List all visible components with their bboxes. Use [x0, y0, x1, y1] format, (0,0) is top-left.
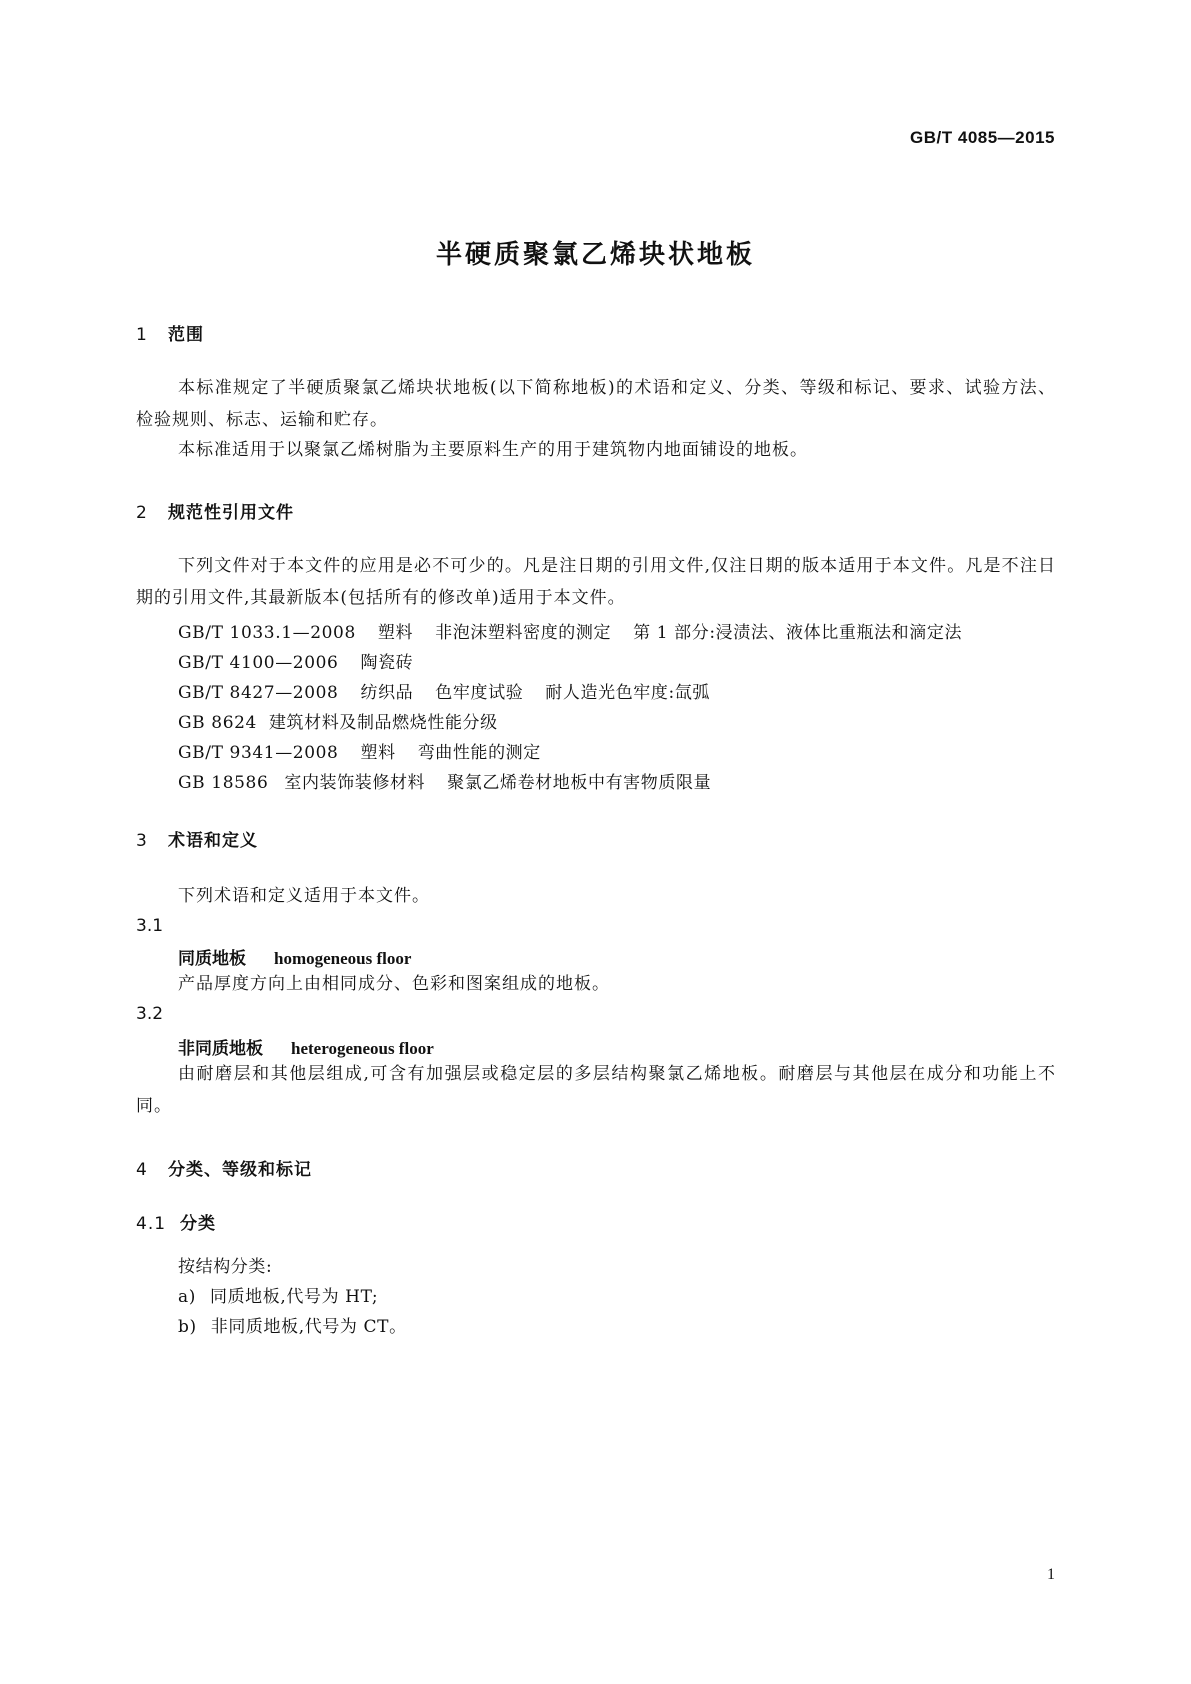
reference-code: GB/T 1033.1—2008: [178, 623, 356, 643]
classification-intro: 按结构分类:: [178, 1257, 273, 1277]
reference-item: [178, 678, 710, 703]
reference-title-part: 纺织品: [360, 683, 414, 703]
reference-title-part: 非泡沫塑料密度的测定: [435, 623, 612, 643]
section-title: 术语和定义: [168, 831, 258, 851]
subsection-number: 4.1: [136, 1214, 167, 1234]
section-number: 1: [136, 325, 148, 345]
section-title: 分类、等级和标记: [168, 1160, 312, 1180]
reference-title-part: 色牢度试验: [435, 683, 524, 703]
term-zh: 非同质地板: [178, 1039, 263, 1059]
list-label: a): [178, 1287, 196, 1307]
section-number: 2: [136, 503, 148, 523]
reference-code: GB/T 8427—2008: [178, 683, 339, 703]
list-item: [178, 1312, 407, 1337]
section-title: 范围: [168, 325, 204, 345]
term-en: homogeneous floor: [274, 949, 412, 968]
section-number: 4: [136, 1160, 148, 1180]
section-1-heading: [136, 320, 204, 345]
document-title: 半硬质聚氯乙烯块状地板: [435, 240, 755, 270]
reference-title-part: 室内装饰装修材料: [284, 773, 426, 793]
section-number: 3: [136, 831, 148, 851]
reference-title-part: 陶瓷砖: [360, 653, 414, 673]
reference-item: [178, 648, 413, 673]
term-heading: [178, 944, 411, 969]
section-3-heading: [136, 826, 258, 851]
section-title: 规范性引用文件: [168, 503, 294, 523]
section-1-paragraph-1: 本标准规定了半硬质聚氯乙烯块状地板(以下简称地板)的术语和定义、分类、等级和标记、要求、试验方法、检验规则、标志、运输和贮存。: [136, 378, 1056, 430]
reference-title-part: 聚氯乙烯卷材地板中有害物质限量: [447, 773, 712, 793]
page-number: 1: [1047, 1566, 1055, 1583]
reference-title-part: 建筑材料及制品燃烧性能分级: [268, 713, 498, 733]
reference-code: GB/T 4100—2006: [178, 653, 339, 673]
term-number: 3.1: [136, 916, 164, 936]
reference-item: [178, 738, 541, 763]
reference-title-part: 弯曲性能的测定: [417, 743, 541, 763]
section-1-paragraph-2: 本标准适用于以聚氯乙烯树脂为主要原料生产的用于建筑物内地面铺设的地板。: [178, 440, 808, 460]
subsection-title: 分类: [180, 1214, 216, 1234]
reference-code: GB/T 9341—2008: [178, 743, 339, 763]
reference-item: [178, 708, 498, 733]
reference-item: [178, 768, 711, 793]
reference-title-part: 耐人造光色牢度:氙弧: [545, 683, 711, 703]
standard-code: GB/T 4085—2015: [910, 128, 1055, 147]
reference-code: GB 18586: [178, 773, 269, 793]
reference-code: GB 8624: [178, 713, 257, 733]
term-heading: [178, 1034, 434, 1059]
term-definition: 产品厚度方向上由相同成分、色彩和图案组成的地板。: [178, 974, 610, 994]
list-text: 同质地板,代号为 HT;: [209, 1287, 379, 1307]
subsection-4-1-heading: [136, 1209, 216, 1234]
term-number: 3.2: [136, 1004, 164, 1024]
section-3-paragraph-1: 下列术语和定义适用于本文件。: [178, 886, 430, 906]
list-label: b): [178, 1317, 197, 1337]
term-definition: 由耐磨层和其他层组成,可含有加强层或稳定层的多层结构聚氯乙烯地板。耐磨层与其他层在成分和功能上不同。: [136, 1064, 1056, 1116]
reference-title-part: 第 1 部分:浸渍法、液体比重瓶法和滴定法: [633, 623, 963, 643]
reference-item: [178, 618, 962, 643]
list-item: [178, 1282, 378, 1307]
section-2-heading: [136, 498, 294, 523]
term-zh: 同质地板: [178, 949, 246, 969]
list-text: 非同质地板,代号为 CT。: [210, 1317, 407, 1337]
term-en: heterogeneous floor: [291, 1039, 434, 1058]
section-2-paragraph-1: 下列文件对于本文件的应用是必不可少的。凡是注日期的引用文件,仅注日期的版本适用于本文件。凡是不注日期的引用文件,其最新版本(包括所有的修改单)适用于本文件。: [136, 556, 1056, 608]
reference-title-part: 塑料: [360, 743, 396, 763]
section-4-heading: [136, 1155, 312, 1180]
reference-title-part: 塑料: [377, 623, 414, 643]
